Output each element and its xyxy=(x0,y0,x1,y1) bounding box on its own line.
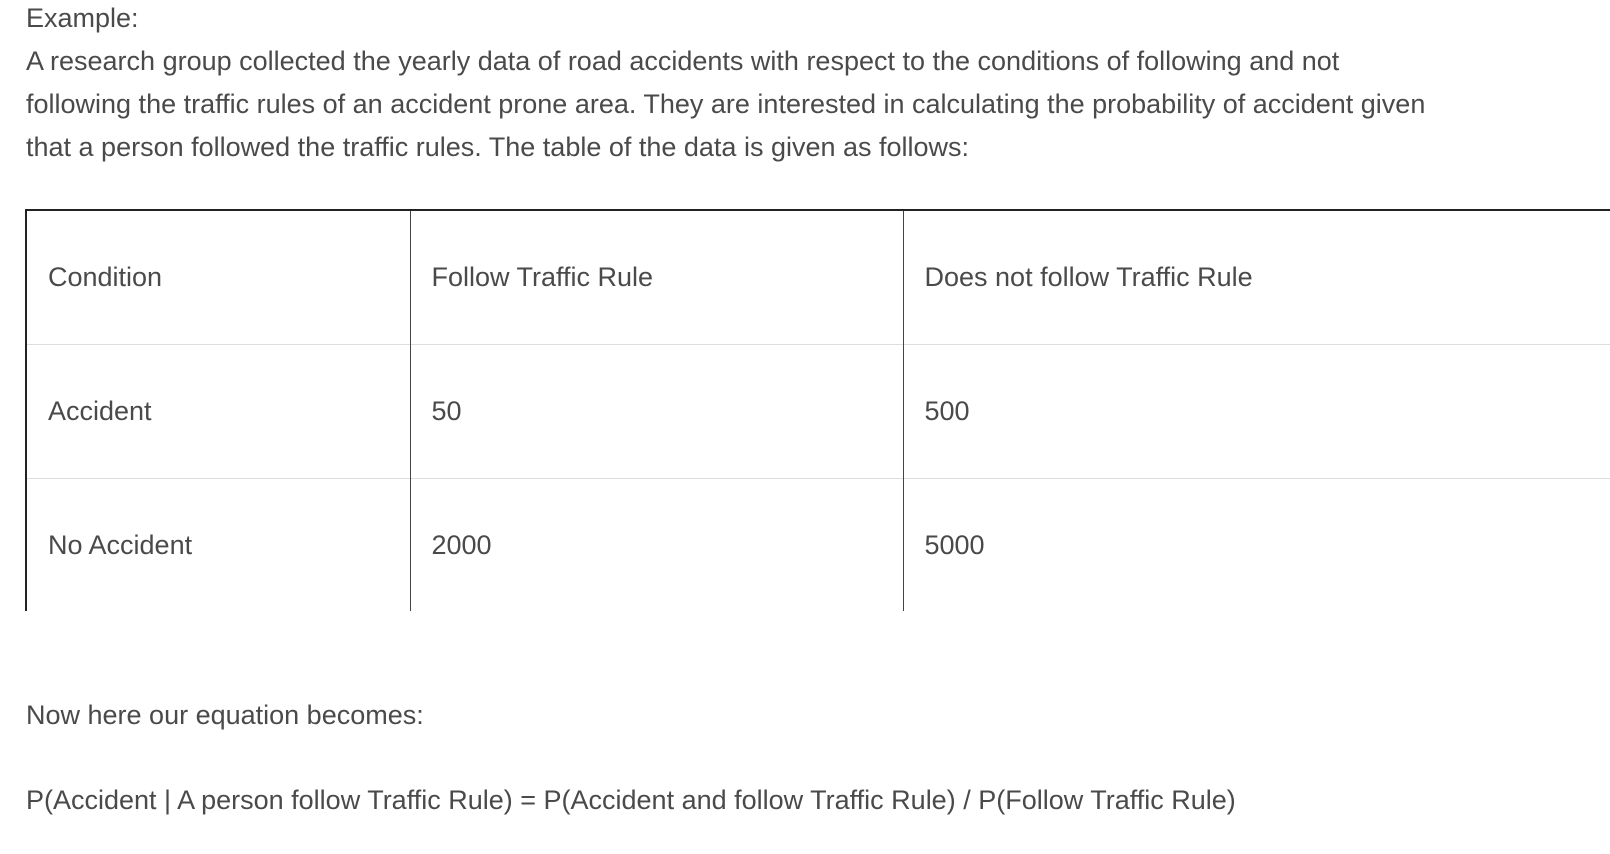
table-cell: 50 xyxy=(410,345,903,479)
table-cell: No Accident xyxy=(26,479,410,612)
data-table-container xyxy=(25,209,1610,611)
header-cell-not-follow: Does not follow Traffic Rule xyxy=(903,210,1610,345)
example-label: Example: xyxy=(26,3,139,33)
header-cell-condition: Condition xyxy=(26,210,410,345)
table-cell: 5000 xyxy=(903,479,1610,612)
table-header-row xyxy=(26,210,1610,345)
table-row xyxy=(26,479,1610,612)
intro-section xyxy=(26,0,1586,169)
table-cell: 500 xyxy=(903,345,1610,479)
table-cell: 2000 xyxy=(410,479,903,612)
table-cell: Accident xyxy=(26,345,410,479)
table-row xyxy=(26,345,1610,479)
problem-description: A research group collected the yearly data of road accidents with respect to the conditions of following and not following the traffic rules of an accident prone area. They are interested in calculating the probability of accident given that a person followed the traffic rules. The table of the data is given as follows: xyxy=(26,46,1426,162)
probability-formula: P(Accident | A person follow Traffic Rule) = P(Accident and follow Traffic Rule) / P(Follow Traffic Rule) xyxy=(26,785,1236,815)
accident-data-table xyxy=(25,209,1610,611)
header-cell-follow: Follow Traffic Rule xyxy=(410,210,903,345)
equation-intro: Now here our equation becomes: xyxy=(26,700,424,730)
